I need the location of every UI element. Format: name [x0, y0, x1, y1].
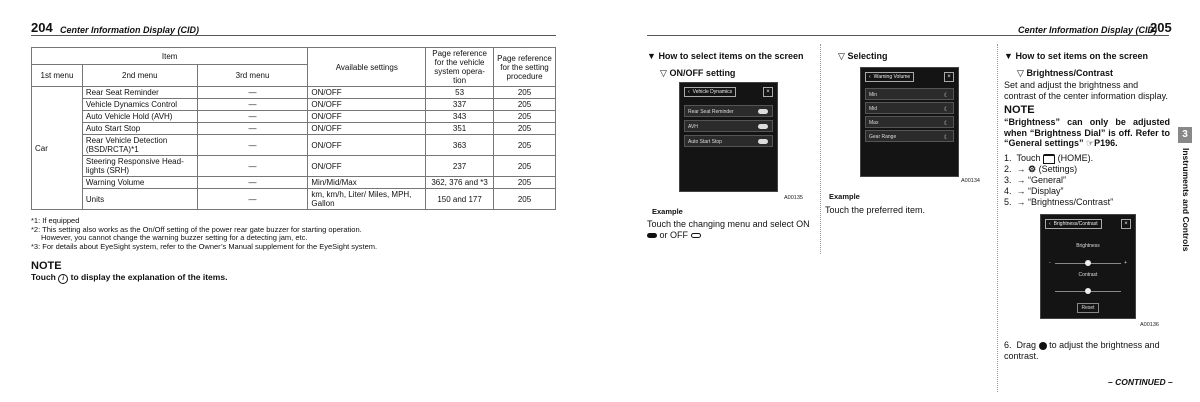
cell-ref-setting: 205 [494, 177, 556, 189]
reset-button: Reset [1077, 303, 1099, 313]
footnotes [31, 217, 556, 251]
step-pre: Touch [1016, 153, 1041, 163]
note-text: “Brightness” can only be adjusted when “Brightness Dial” is off. Refer to “General settings” [1004, 117, 1170, 148]
cell-settings: Min/Mid/Max [308, 177, 426, 189]
note-post: to display the explanation of the items. [70, 272, 228, 282]
screen-row [865, 130, 954, 142]
step-text: → “General” [1016, 175, 1067, 185]
section-heading-select [647, 51, 803, 61]
cell-menu3: — [197, 87, 308, 99]
cell-ref-setting: 205 [494, 156, 556, 177]
cell-ref-setting: 205 [494, 123, 556, 135]
cell-menu2: Vehicle Dynamics Control [82, 99, 197, 111]
col1-text [647, 219, 815, 240]
subheading-onoff [660, 68, 735, 79]
cell-settings: ON/OFF [308, 111, 426, 123]
cell-menu2: Rear Vehicle Detection (BSD/RCTA)*1 [82, 135, 197, 156]
triangle-down-icon: ▼ [647, 51, 656, 61]
step-num: 6. [1004, 340, 1012, 350]
header-title-right: Center Information Display (CID) [1018, 25, 1158, 35]
table-row [32, 189, 556, 210]
cell-settings: ON/OFF [308, 123, 426, 135]
step-6 [1004, 340, 1170, 361]
knob-icon [1039, 342, 1047, 350]
step-post: (HOME). [1057, 153, 1094, 163]
figure-code: A00136 [1140, 322, 1159, 328]
table-row [32, 99, 556, 111]
cid-screen-brightness [1040, 214, 1136, 319]
col1-text-pre: Touch the changing menu and select ON [647, 219, 810, 229]
screen-title: Brightness/Contrast [1053, 221, 1098, 227]
screen-row-label: Auto Start Stop [688, 139, 722, 145]
footnote-1: *1: If equipped [31, 216, 80, 225]
cell-settings: ON/OFF [308, 135, 426, 156]
cell-ref-setting: 205 [494, 99, 556, 111]
step-post: (Settings) [1038, 164, 1078, 174]
cell-ref-setting: 205 [494, 189, 556, 210]
screen-row-label: AVH [688, 124, 698, 130]
cell-menu2: Steering Responsive Head-lights (SRH) [82, 156, 197, 177]
step-num: 1. [1004, 153, 1012, 163]
toggle-icon [758, 124, 768, 129]
cell-settings: ON/OFF [308, 87, 426, 99]
cell-menu3: — [197, 123, 308, 135]
brightness-knob [1085, 260, 1091, 266]
cell-ref-setting: 205 [494, 87, 556, 99]
screen-row [865, 88, 954, 100]
table-row [32, 156, 556, 177]
contrast-knob [1085, 288, 1091, 294]
cell-menu3: — [197, 99, 308, 111]
screen-row-label: Mid [869, 106, 878, 112]
cell-menu2: Auto Vehicle Hold (AVH) [82, 111, 197, 123]
step [1004, 186, 1170, 197]
close-icon: × [944, 72, 954, 82]
cell-ref-setting: 205 [494, 135, 556, 156]
table-row [32, 111, 556, 123]
cell-menu3: — [197, 189, 308, 210]
cell-settings: ON/OFF [308, 99, 426, 111]
step-pre: → [1016, 164, 1026, 174]
chevron-icon: ☾ [943, 121, 949, 127]
subheading-text: ON/OFF setting [669, 68, 736, 78]
step-pre: Drag [1016, 340, 1037, 350]
screen-row-label: Max [869, 120, 879, 126]
chapter-label: Instruments and Controls [1181, 148, 1191, 252]
screen-title-bar [684, 87, 736, 97]
step-text: → “Display” [1016, 186, 1064, 196]
step [1004, 164, 1170, 175]
cell-settings: ON/OFF [308, 156, 426, 177]
plus-label: + [1124, 260, 1127, 266]
cid-screen-selecting [860, 67, 959, 177]
col2-text: Touch the preferred item. [825, 205, 926, 215]
toggle-off-icon [691, 233, 701, 238]
page-number-left: 204 [31, 20, 53, 35]
step-num: 4. [1004, 186, 1012, 196]
cell-menu2: Units [82, 189, 197, 210]
figure-code: A00134 [961, 178, 980, 184]
subheading-brightness [1017, 68, 1113, 79]
header-rule-right [647, 35, 1169, 36]
note-title-left: NOTE [31, 260, 62, 272]
screen-row [865, 102, 954, 114]
step-text: → “Brightness/Contrast” [1016, 197, 1114, 207]
info-icon: i [58, 274, 68, 284]
header-title-left: Center Information Display (CID) [60, 25, 200, 35]
toggle-on-icon [647, 233, 657, 238]
steps-list [1004, 153, 1170, 208]
step [1004, 175, 1170, 186]
section-heading-set [1004, 51, 1148, 61]
cell-ref-vehicle: 343 [426, 111, 494, 123]
section-heading-text: How to select items on the screen [658, 51, 804, 61]
cell-ref-vehicle: 237 [426, 156, 494, 177]
screen-row-label: Gear Range [869, 134, 897, 140]
close-icon: × [1121, 219, 1131, 229]
cell-menu3: — [197, 177, 308, 189]
cell-ref-vehicle: 150 and 177 [426, 189, 494, 210]
th-menu3: 3rd menu [197, 65, 308, 87]
step-post: to adjust the brightness and contrast. [1004, 340, 1160, 361]
home-icon [1043, 154, 1055, 164]
section-heading-text: How to set items on the screen [1015, 51, 1148, 61]
brightness-label: Brightness [1076, 243, 1100, 249]
chevron-icon: ☾ [943, 93, 949, 99]
cell-menu2: Auto Start Stop [82, 123, 197, 135]
settings-table [31, 47, 556, 210]
step [1004, 197, 1170, 208]
cell-ref-vehicle: 362, 376 and *3 [426, 177, 494, 189]
triangle-outline-icon: ▽ [660, 68, 667, 78]
back-arrow-icon: ‹ [1049, 221, 1051, 227]
screen-row [865, 116, 954, 128]
cell-menu2: Rear Seat Reminder [82, 87, 197, 99]
table-row [32, 177, 556, 189]
step-num: 2. [1004, 164, 1012, 174]
cell-menu2: Warning Volume [82, 177, 197, 189]
th-menu1: 1st menu [32, 65, 83, 87]
close-icon: × [763, 87, 773, 97]
group-car: Car [32, 87, 83, 210]
cell-ref-vehicle: 363 [426, 135, 494, 156]
th-ref-setting: Page reference for the setting procedure [494, 48, 556, 87]
screen-row [684, 120, 773, 132]
cell-menu3: — [197, 111, 308, 123]
th-menu2: 2nd menu [82, 65, 197, 87]
subheading-text: Selecting [847, 51, 888, 61]
contrast-label: Contrast [1078, 272, 1098, 278]
note-body-right [1004, 117, 1170, 149]
subheading-text: Brightness/Contrast [1026, 68, 1113, 78]
triangle-outline-icon: ▽ [1017, 68, 1024, 78]
th-available: Available settings [308, 48, 426, 87]
example-label: Example [829, 192, 860, 201]
reference-arrow-icon: ☞ [1086, 138, 1095, 148]
column-divider [820, 44, 821, 254]
step [1004, 153, 1170, 164]
th-item: Item [32, 48, 308, 65]
triangle-outline-icon: ▽ [838, 51, 845, 61]
screen-title-bar [865, 72, 914, 82]
screen-title: Warning Volume [873, 74, 911, 80]
screen-row [684, 135, 773, 147]
example-label: Example [652, 207, 683, 216]
cell-ref-vehicle: 337 [426, 99, 494, 111]
step-num: 3. [1004, 175, 1012, 185]
screen-title-bar [1045, 219, 1102, 229]
cell-ref-vehicle: 53 [426, 87, 494, 99]
note-title-right: NOTE [1004, 104, 1035, 116]
note-body-left [31, 272, 227, 284]
table-row [32, 135, 556, 156]
col1-text-mid: or OFF [659, 229, 689, 240]
subheading-selecting [838, 51, 887, 62]
screen-title: Vehicle Dynamics [692, 89, 733, 95]
chapter-tab: 3 [1178, 127, 1192, 143]
minus-label: - [1049, 260, 1051, 266]
gear-icon: ⚙ [1028, 164, 1037, 174]
page-number-right: 205 [1150, 20, 1172, 35]
cell-ref-vehicle: 351 [426, 123, 494, 135]
footnote-2: *2: This setting also works as the On/Off setting of the power rear gate buzzer for starting operation. [31, 224, 362, 234]
step-num: 5. [1004, 197, 1012, 207]
cell-ref-setting: 205 [494, 111, 556, 123]
cell-menu3: — [197, 156, 308, 177]
column-divider [997, 44, 998, 392]
note-pre: Touch [31, 272, 56, 282]
cell-settings: km, km/h, Liter/ Miles, MPH, Gallon [308, 189, 426, 210]
table-row [32, 123, 556, 135]
chevron-icon: ☾ [943, 135, 949, 141]
screen-row-label: Rear Seat Reminder [688, 109, 734, 115]
screen-row [684, 105, 773, 117]
back-arrow-icon: ‹ [688, 89, 690, 95]
cell-menu3: — [197, 135, 308, 156]
footnote-3: *3: For details about EyeSight system, refer to the Owner’s Manual supplement for the EyeSight system. [31, 241, 378, 251]
figure-code: A00135 [784, 195, 803, 201]
cid-screen-onoff [679, 82, 778, 192]
triangle-down-icon: ▼ [1004, 51, 1013, 61]
th-ref-vehicle: Page reference for the vehicle system opera-tion [426, 48, 494, 87]
header-rule-left [31, 35, 556, 36]
col3-intro: Set and adjust the brightness and contrast of the center information display. [1004, 80, 1168, 101]
footnote-2-cont: However, you cannot change the warning buzzer setting for a detecting jam, etc. [41, 233, 308, 243]
continued-label: – CONTINUED – [1108, 377, 1173, 387]
toggle-icon [758, 109, 768, 114]
toggle-icon [758, 139, 768, 144]
table-row [32, 87, 556, 99]
back-arrow-icon: ‹ [869, 74, 871, 80]
chevron-icon: ☾ [943, 107, 949, 113]
screen-row-label: Min [869, 92, 878, 98]
note-ref: P196. [1094, 138, 1118, 148]
